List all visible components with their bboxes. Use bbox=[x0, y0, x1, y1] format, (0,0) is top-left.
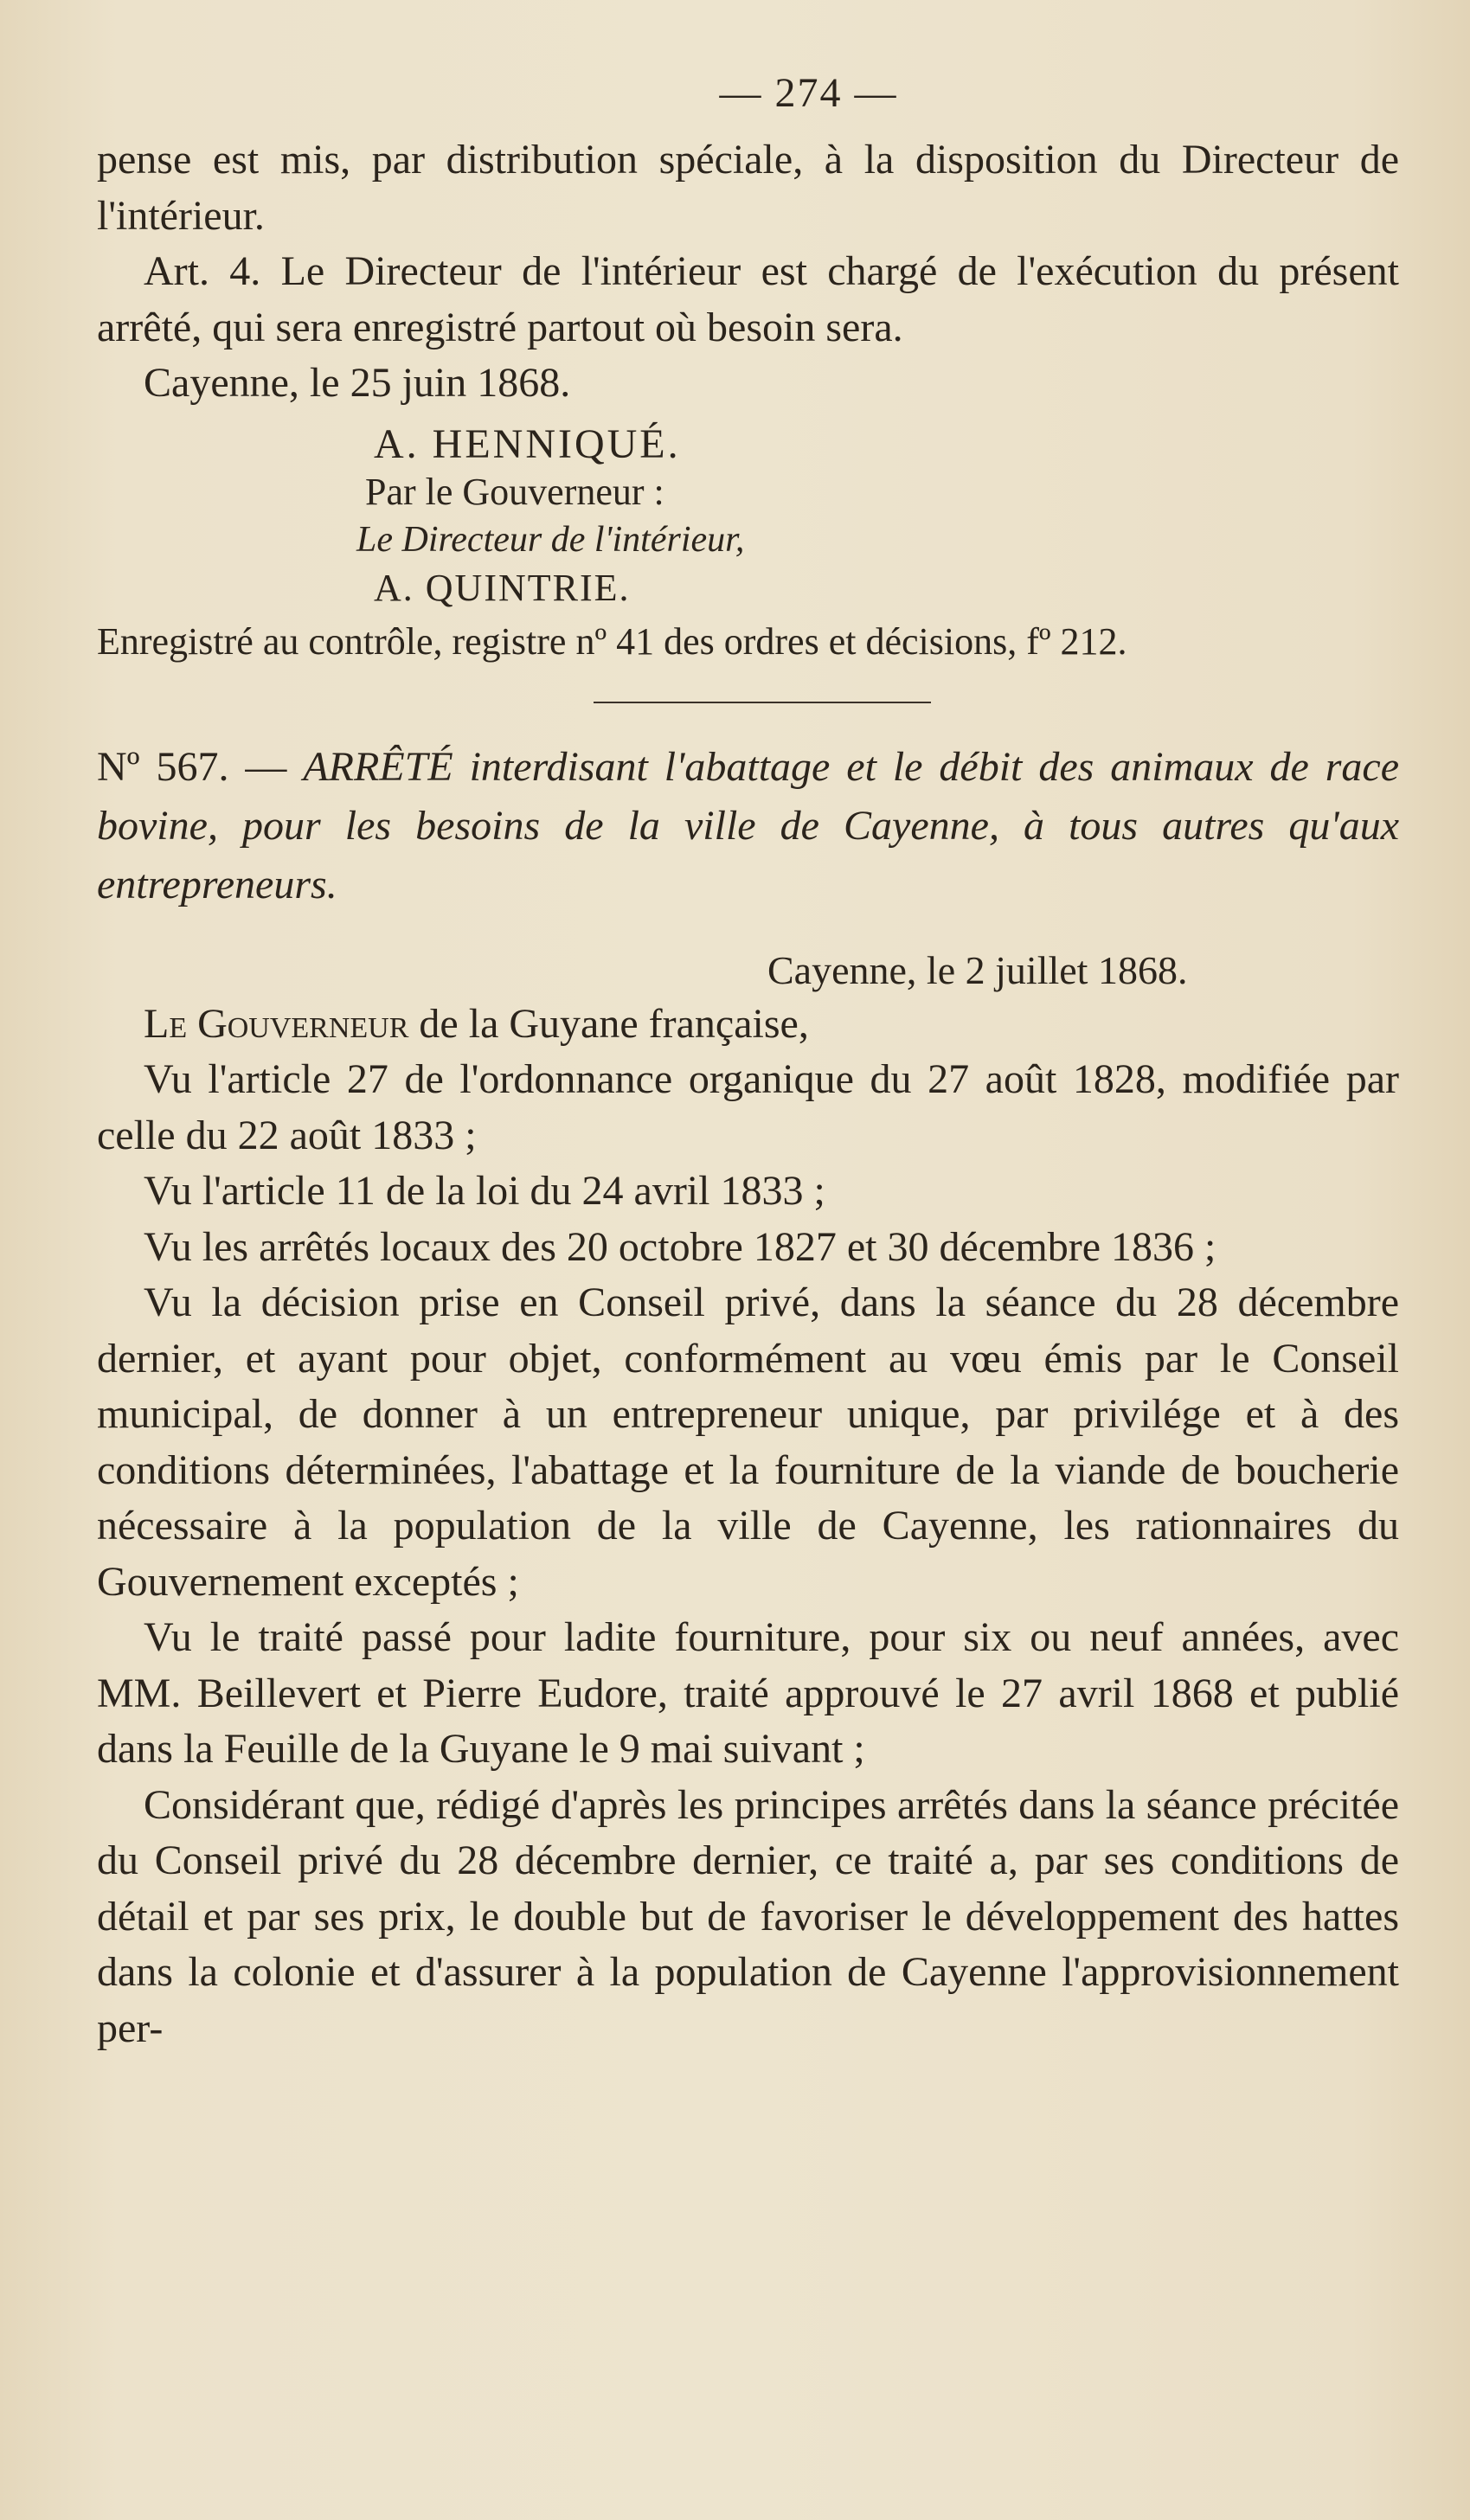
paragraph-vu-loi: Vu l'article 11 de la loi du 24 avril 1833 ; bbox=[144, 1168, 825, 1214]
paragraph-considerant: Considérant que, rédigé d'après les principes arrêtés dans la séance précitée du Conseil privé du 28 décembre dernier, ce traité a, par ses conditions de détail et par ses prix, le double but de favoriser le développement des hattes dans la colonie et d'assurer à la population de Cayenne l'approvisionnement per- bbox=[97, 1781, 1399, 2051]
paragraph-continuation: pense est mis, par distribution spéciale, à la disposition du Directeur de l'intérieur. bbox=[97, 137, 1399, 239]
paragraph-vu-decision: Vu la décision prise en Conseil privé, dans la séance du 28 décembre dernier, et ayant pour objet, conformément au vœu émis par le Conseil municipal, de donner à un entrepreneur unique, par privilége et à des conditions déterminées, l'abattage et la fourniture de la viande de boucherie nécessaire à la population de la ville de Cayenne, les rationnaires du Gouvernement exceptés ; bbox=[97, 1279, 1399, 1605]
signature-role: Le Directeur de l'intérieur, bbox=[356, 519, 745, 560]
signature-governor: A. HENNIQUÉ. bbox=[374, 420, 681, 467]
decree-body bbox=[97, 997, 1399, 2057]
decree-dateline: Cayenne, le 2 juillet 1868. bbox=[767, 947, 1188, 992]
section-divider bbox=[594, 702, 931, 703]
decree-title: ARRÊTÉ interdisant l'abattage et le débit des animaux de race bovine, pour les besoins de la ville de Cayenne, à tous autres qu'aux entrepreneurs. bbox=[97, 743, 1400, 907]
page-number: — 274 — bbox=[719, 70, 898, 116]
paragraph-article-4: Art. 4. Le Directeur de l'intérieur est chargé de l'exécution du présent arrêté, qui sera enregistré partout où besoin sera. bbox=[97, 248, 1399, 350]
registration-note: Enregistré au contrôle, registre nº 41 des ordres et décisions, fº 212. bbox=[97, 619, 1127, 663]
paragraph-vu-traite: Vu le traité passé pour ladite fourniture, pour six ou neuf années, avec MM. Beillevert et Pierre Eudore, traité approuvé le 27 avril 1868 et publié dans la Feuille de la Guyane le 9 mai suivant ; bbox=[97, 1614, 1399, 1772]
place-date-line: Cayenne, le 25 juin 1868. bbox=[144, 360, 571, 406]
paragraph-vu-ordonnance: Vu l'article 27 de l'ordonnance organique du 27 août 1828, modifiée par celle du 22 août 1833 ; bbox=[97, 1056, 1399, 1158]
paragraph-vu-arretes: Vu les arrêtés locaux des 20 octobre 1827 et 30 décembre 1836 ; bbox=[144, 1223, 1216, 1270]
governor-line: Le Gouverneur de la Guyane française, bbox=[144, 1000, 809, 1047]
decree-heading bbox=[97, 738, 1399, 914]
top-section bbox=[97, 132, 1399, 412]
signature-by-line: Par le Gouverneur : bbox=[365, 470, 664, 513]
signature-director: A. QUINTRIE. bbox=[374, 566, 631, 609]
decree-number: Nº 567. — bbox=[97, 743, 287, 790]
